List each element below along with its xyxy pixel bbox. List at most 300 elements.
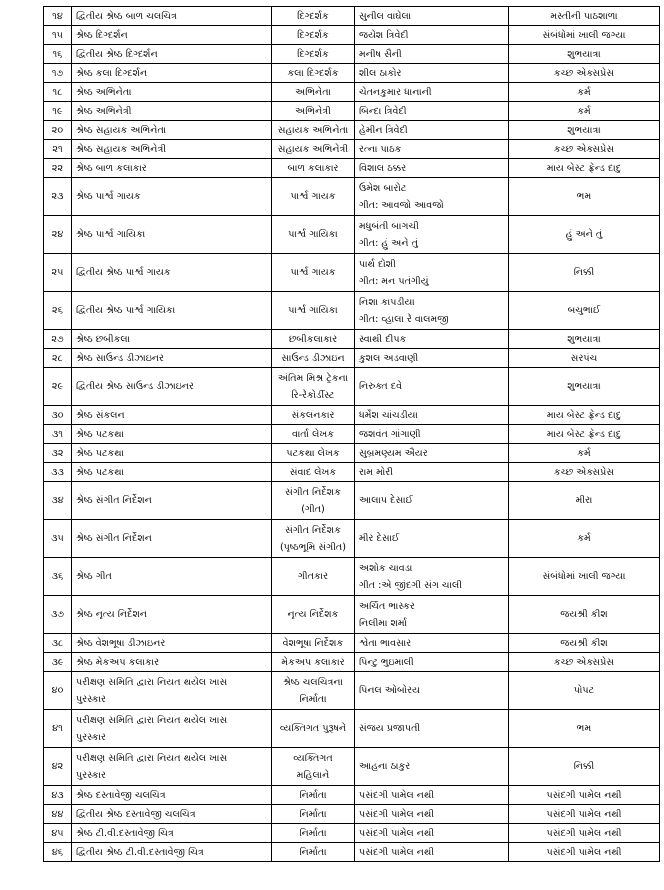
winner-name-line: અર્ચિત ભાસ્કર: [359, 600, 415, 612]
film-title: કર્મ: [577, 105, 591, 117]
film-title: શુભયાત્રા: [567, 124, 601, 136]
winner-name-cell: [355, 710, 509, 748]
film-title: ભમ: [576, 191, 592, 202]
row-number-cell: ૩૯: [44, 653, 72, 672]
award-category: શ્રેષ્ઠ દિગ્દર્શન: [76, 29, 128, 41]
award-role-line: નિર્માતા: [299, 693, 327, 705]
film-title: પસંદગી પામેલ નથી: [546, 789, 622, 801]
award-role-line: રિ-રેકોર્ડીસ્ટ: [291, 389, 335, 401]
film-title: જયશ્રી કીશ: [560, 637, 608, 649]
award-role-cell: [272, 824, 355, 843]
film-title-cell: [509, 330, 660, 349]
winner-name-cell: [355, 121, 509, 140]
award-role-cell: [272, 7, 355, 26]
table-row: [44, 520, 660, 558]
award-role-cell: [272, 292, 355, 330]
winner-name-line: ગીત: આવજો આવજો: [359, 199, 444, 211]
award-role-cell: [272, 121, 355, 140]
award-role-line: સંગીત નિર્દેશક: [285, 486, 341, 498]
award-role: પાર્શ્વ ગાયક: [290, 267, 336, 278]
film-title-cell: [509, 7, 660, 26]
row-number-cell: ૩૩: [44, 463, 72, 482]
award-role-cell: [272, 45, 355, 64]
film-title: માય બેસ્ટ ફ્રેન્ડ દાદુ: [546, 162, 622, 174]
row-number-cell: ૩૬: [44, 558, 72, 596]
film-title-cell: [509, 26, 660, 45]
film-title-cell: [509, 596, 660, 634]
winner-name: સુબ્રમણ્યમ ઐયર: [359, 447, 428, 459]
award-category-line: પુરસ્કાર: [76, 731, 107, 743]
film-title: કચ્છ એક્સપ્રેસ: [553, 656, 615, 668]
award-role-cell: [272, 64, 355, 83]
film-title-cell: [509, 463, 660, 482]
award-role-cell: [272, 596, 355, 634]
winner-name-cell: [355, 102, 509, 121]
award-category: શ્રેષ્ઠ સાઉન્ડ ડીઝાઇનર: [76, 352, 165, 364]
winner-name-cell: [355, 7, 509, 26]
table-row: [44, 216, 660, 254]
film-title: મીરા: [575, 495, 593, 506]
table-row: [44, 824, 660, 843]
award-category: શ્રેષ્ઠ સંગીત નિર્દેશન: [76, 533, 152, 544]
awards-table-body: [44, 7, 660, 862]
award-role: સંવાદ લેખક: [289, 466, 337, 478]
winner-name: સુનીલ વાઘેલા: [359, 10, 412, 22]
award-category-cell: [72, 64, 272, 83]
award-role-line: (ગીત): [301, 503, 325, 515]
winner-name-line: ગીત :એ જીંદગી સંગ ચાલી: [359, 579, 462, 591]
award-category-cell: [72, 672, 272, 710]
award-role-line: વ્યક્તિગત: [293, 752, 333, 764]
row-number-cell: ૨૯: [44, 368, 72, 406]
winner-name-line: નિશા કાપડીયા: [359, 296, 415, 308]
award-category: શ્રેષ્ઠ સહાયક અભિનેતા: [76, 124, 167, 136]
award-role: દિગ્દર્શક: [297, 29, 329, 41]
table-row: [44, 634, 660, 653]
winner-name: પિનલ ઓબોરય: [359, 685, 420, 696]
winner-name: પસંદગી પામેલ નથી: [359, 827, 435, 839]
winner-name: પસંદગી પામેલ નથી: [359, 789, 435, 801]
row-number-cell: ૩૨: [44, 444, 72, 463]
winner-name-cell: [355, 368, 509, 406]
award-role: નિર્માતા: [299, 827, 327, 839]
award-role-cell: [272, 216, 355, 254]
winner-name: વિશાલ ઠક્કર: [359, 162, 407, 174]
winner-name-cell: [355, 748, 509, 786]
table-row: [44, 843, 660, 862]
winner-name: શ્વેતા ભાવસાર: [359, 637, 412, 649]
award-category-cell: [72, 26, 272, 45]
winner-name-line: ગીત: વ્હાલા રે વાલમજી: [359, 313, 449, 325]
award-role-cell: [272, 140, 355, 159]
row-number-cell: ૪૫: [44, 824, 72, 843]
award-role-cell: [272, 710, 355, 748]
award-role-line: સંગીત નિર્દેશક: [285, 524, 341, 536]
award-role-cell: [272, 349, 355, 368]
film-title: કચ્છ એક્સપ્રેસ: [553, 67, 615, 79]
winner-name-line: અશોક ચાવડા: [359, 562, 413, 574]
row-number-cell: ૨૮: [44, 349, 72, 368]
award-category-cell: [72, 463, 272, 482]
award-category-cell: [72, 140, 272, 159]
winner-name: રામ મોરી: [359, 466, 394, 478]
award-role-cell: [272, 672, 355, 710]
award-category: શ્રેષ્ઠ દસ્તાવેજી ચલચિત્ર: [76, 789, 166, 801]
film-title-cell: [509, 254, 660, 292]
table-row: [44, 83, 660, 102]
film-title-cell: [509, 121, 660, 140]
award-role: કલા દિગ્દર્શક: [287, 67, 339, 79]
award-category-cell: [72, 748, 272, 786]
award-category: શ્રેષ્ઠ ટી.વી.દસ્તાવેજી ચિત્ર: [76, 827, 174, 839]
winner-name-line: ગીત: હું અને તું: [359, 237, 418, 249]
award-category: શ્રેષ્ઠ છબીકલા: [76, 333, 130, 345]
winner-name-cell: [355, 805, 509, 824]
row-number-cell: ૪૪: [44, 805, 72, 824]
award-category: શ્રેષ્ઠ સંગીત નિર્દેશન: [76, 495, 152, 506]
award-category-cell: [72, 634, 272, 653]
film-title: સરપંચ: [570, 352, 598, 364]
award-category-line: પુરસ્કાર: [76, 693, 107, 705]
row-number-cell: ૩૦: [44, 406, 72, 425]
award-role-line: અંતિમ મિશ્ર ટ્રેકના: [277, 372, 349, 384]
row-number-cell: ૪૧: [44, 710, 72, 748]
award-category-cell: [72, 178, 272, 216]
table-row: [44, 368, 660, 406]
award-category-line: પરીક્ષણ સમિતિ દ્વારા નિયત થયેલ ખાસ: [76, 714, 228, 726]
winner-name-cell: [355, 159, 509, 178]
award-role-cell: [272, 254, 355, 292]
table-row: [44, 102, 660, 121]
row-number-cell: ૨૨: [44, 159, 72, 178]
film-title-cell: [509, 368, 660, 406]
award-role: વ્યક્તિગત પુરૂષને: [279, 723, 347, 734]
table-row: [44, 7, 660, 26]
row-number-cell: ૨૦: [44, 121, 72, 140]
winner-name: મનીષ સૈની: [359, 48, 402, 60]
award-role-line: (પૃષ્ઠભૂમિ સંગીત): [279, 541, 347, 553]
row-number-cell: ૩૫: [44, 520, 72, 558]
film-title-cell: [509, 444, 660, 463]
winner-name-cell: [355, 349, 509, 368]
winner-name-cell: [355, 596, 509, 634]
award-category: દ્વિતીય શ્રેષ્ઠ પાર્શ્વ ગાયિકા: [76, 305, 176, 316]
award-role-cell: [272, 406, 355, 425]
award-role: પાર્શ્વ ગાયિકા: [288, 229, 338, 240]
award-category: શ્રેષ્ઠ બાળ કલાકાર: [76, 162, 147, 174]
award-category: શ્રેષ્ઠ ગીત: [76, 571, 112, 582]
table-row: [44, 330, 660, 349]
film-title: કચ્છ એક્સપ્રેસ: [553, 143, 615, 155]
award-role-cell: [272, 26, 355, 45]
film-title-cell: [509, 520, 660, 558]
table-row: [44, 406, 660, 425]
film-title: નિક્કી: [573, 761, 595, 772]
award-category: શ્રેષ્ઠ અભિનેતા: [76, 86, 132, 98]
row-number-cell: ૨૫: [44, 254, 72, 292]
winner-name-cell: [355, 140, 509, 159]
winner-name: સ્વાથી દીપક: [359, 333, 407, 345]
award-role: નૃત્ય નિર્દેશક: [287, 609, 339, 620]
row-number-cell: ૪૩: [44, 786, 72, 805]
winner-name: ચેતનકુમાર ધાનાની: [359, 86, 432, 98]
film-title-cell: [509, 83, 660, 102]
award-category: શ્રેષ્ઠ અભિનેત્રી: [76, 105, 132, 117]
winner-name: શીલ ઠાકોર: [359, 67, 402, 79]
winner-name: આહના ઠાકુર: [359, 761, 411, 772]
table-row: [44, 805, 660, 824]
film-title-cell: [509, 805, 660, 824]
film-title: પસંદગી પામેલ નથી: [546, 808, 622, 820]
row-number-cell: ૨૧: [44, 140, 72, 159]
winner-name: પસંદગી પામેલ નથી: [359, 808, 435, 820]
table-row: [44, 596, 660, 634]
award-category-cell: [72, 102, 272, 121]
award-role: અભિનેતા: [295, 86, 331, 98]
award-role: દિગ્દર્શક: [297, 48, 329, 60]
award-category: દ્વિતીય શ્રેષ્ઠ બાળ ચલચિત્ર: [76, 10, 177, 22]
award-category: શ્રેષ્ઠ વેશભૂષા ડીઝાઇનર: [76, 637, 166, 649]
award-role-cell: [272, 425, 355, 444]
award-role-cell: [272, 843, 355, 862]
winner-name-line: ઉમેશ બારોટ: [359, 182, 407, 194]
award-role-cell: [272, 520, 355, 558]
winner-name: નિરુક્ત દવે: [359, 381, 403, 392]
winner-name-cell: [355, 824, 509, 843]
film-title: ભમ: [576, 723, 592, 734]
winner-name-line: પાર્થ દોશી: [359, 258, 396, 270]
winner-name: પસંદગી પામેલ નથી: [359, 846, 435, 858]
row-number-cell: ૨૬: [44, 292, 72, 330]
award-category: દ્વિતીય શ્રેષ્ઠ દસ્તાવેજી ચલચિત્ર: [76, 808, 196, 820]
winner-name-cell: [355, 672, 509, 710]
award-role: પટકથા લેખક: [286, 447, 340, 459]
award-category-line: પરીક્ષણ સમિતિ દ્વારા નિયત થયેલ ખાસ: [76, 676, 228, 688]
winner-name: મીર દેસાઈ: [359, 533, 400, 544]
table-row: [44, 786, 660, 805]
award-role: મેકઅપ કલાકાર: [281, 656, 345, 668]
winner-name-cell: [355, 634, 509, 653]
award-category: શ્રેષ્ઠ નૃત્ય નિર્દેશન: [76, 609, 148, 620]
table-row: [44, 64, 660, 83]
table-row: [44, 482, 660, 520]
award-role-cell: [272, 83, 355, 102]
award-category: દ્વિતીય શ્રેષ્ઠ પાર્શ્વ ગાયક: [76, 267, 171, 278]
film-title-cell: [509, 558, 660, 596]
winner-name: પિન્ટુ ભુઇમાલી: [359, 656, 414, 668]
film-title-cell: [509, 216, 660, 254]
film-title-cell: [509, 292, 660, 330]
winner-name-cell: [355, 64, 509, 83]
table-row: [44, 159, 660, 178]
film-title: હું અને તું: [565, 229, 603, 240]
award-category-cell: [72, 45, 272, 64]
award-category: દ્વિતીય શ્રેષ્ઠ ટી.વી.દસ્તાવેજી ચિત્ર: [76, 846, 204, 858]
film-title: જયશ્રી કીશ: [560, 609, 608, 620]
table-row: [44, 349, 660, 368]
film-title-cell: [509, 634, 660, 653]
film-title-cell: [509, 102, 660, 121]
row-number-cell: ૩૪: [44, 482, 72, 520]
winner-name-cell: [355, 45, 509, 64]
table-row: [44, 254, 660, 292]
award-category-cell: [72, 406, 272, 425]
award-role: છબીકલાકાર: [288, 333, 338, 345]
award-category: શ્રેષ્ઠ પાર્શ્વ ગાયિકા: [76, 229, 146, 240]
winner-name-cell: [355, 83, 509, 102]
award-category-cell: [72, 349, 272, 368]
film-title: કર્મ: [577, 447, 591, 459]
winner-name-cell: [355, 843, 509, 862]
award-category: શ્રેષ્ઠ પટકથા: [76, 428, 125, 440]
award-category-cell: [72, 121, 272, 140]
winner-name-line: નિલીમા શર્મા: [359, 617, 408, 629]
award-role-cell: [272, 634, 355, 653]
table-row: [44, 653, 660, 672]
winner-name: જશવંત ગાંગાણી: [359, 428, 421, 440]
award-category-cell: [72, 786, 272, 805]
row-number-cell: ૨૪: [44, 216, 72, 254]
award-role: બાળ કલાકાર: [287, 162, 339, 174]
film-title: શુભયાત્રા: [567, 381, 601, 392]
award-role: વેશભૂષા નિર્દેશક: [282, 637, 344, 649]
row-number-cell: ૧૯: [44, 102, 72, 121]
award-role: નિર્માતા: [299, 846, 327, 858]
table-row: [44, 45, 660, 64]
winner-name-cell: [355, 26, 509, 45]
film-title: માય બેસ્ટ ફ્રેન્ડ દાદુ: [546, 428, 622, 440]
award-category-cell: [72, 444, 272, 463]
award-role: સહાયક અભિનેત્રી: [277, 143, 349, 155]
table-row: [44, 463, 660, 482]
award-role-cell: [272, 330, 355, 349]
winner-name-cell: [355, 292, 509, 330]
award-role-line: મહિલાને: [296, 769, 330, 781]
winner-name: હેમીન ત્રિવેદી: [359, 124, 408, 136]
award-role-cell: [272, 748, 355, 786]
award-category: શ્રેષ્ઠ કલા દિગ્દર્શન: [76, 67, 148, 79]
film-title: મસ્તીની પાઠશાળા: [550, 10, 618, 22]
award-role-cell: [272, 159, 355, 178]
award-category: શ્રેષ્ઠ પટકથા: [76, 466, 125, 478]
winner-name-cell: [355, 558, 509, 596]
table-row: [44, 672, 660, 710]
award-role: નિર્માતા: [299, 808, 327, 820]
winner-name-cell: [355, 786, 509, 805]
winner-name: સંજય પ્રજાપતી: [359, 723, 421, 734]
winner-name: કુશલ અડવાણી: [359, 352, 419, 364]
award-role: સહાયક અભિનેતા: [277, 124, 349, 136]
award-role: દિગ્દર્શક: [297, 10, 329, 22]
row-number-cell: ૩૮: [44, 634, 72, 653]
award-role: વાર્તા લેખક: [291, 428, 334, 440]
row-number-cell: ૩૭: [44, 596, 72, 634]
film-title-cell: [509, 349, 660, 368]
film-title-cell: [509, 178, 660, 216]
award-category-cell: [72, 482, 272, 520]
film-title-cell: [509, 406, 660, 425]
award-category-cell: [72, 653, 272, 672]
award-category-line: પરીક્ષણ સમિતિ દ્વારા નિયત થયેલ ખાસ: [76, 752, 228, 764]
winner-name-cell: [355, 330, 509, 349]
award-role: નિર્માતા: [299, 789, 327, 801]
award-role: ગીતકાર: [297, 571, 329, 582]
film-title: નિક્કી: [573, 267, 595, 278]
film-title-cell: [509, 672, 660, 710]
table-row: [44, 26, 660, 45]
film-title-cell: [509, 159, 660, 178]
film-title-cell: [509, 786, 660, 805]
row-number-cell: ૧૮: [44, 83, 72, 102]
film-title-cell: [509, 45, 660, 64]
film-title: સંબંધોમાં ખાલી જગ્યા: [542, 571, 626, 582]
table-row: [44, 444, 660, 463]
film-title: પોપટ: [573, 685, 595, 696]
award-role-line: શ્રેષ્ઠ ચલચિત્રના: [283, 676, 343, 688]
award-category: શ્રેષ્ઠ પટકથા: [76, 447, 125, 459]
row-number-cell: ૧૪: [44, 7, 72, 26]
award-category-cell: [72, 7, 272, 26]
film-title: માય બેસ્ટ ફ્રેન્ડ દાદુ: [546, 409, 622, 421]
winner-name-line: ગીત: મન પતંગીયું: [359, 275, 429, 287]
award-role-cell: [272, 786, 355, 805]
award-category-cell: [72, 425, 272, 444]
award-category: શ્રેષ્ઠ મેકઅપ કલાકાર: [76, 656, 160, 668]
film-title: શુભયાત્રા: [567, 48, 601, 60]
award-role: પાર્શ્વ ગાયિકા: [288, 305, 338, 316]
row-number-cell: ૨૭: [44, 330, 72, 349]
award-role-cell: [272, 368, 355, 406]
film-title: શુભયાત્રા: [567, 333, 601, 345]
award-category-cell: [72, 824, 272, 843]
award-role-cell: [272, 178, 355, 216]
film-title-cell: [509, 140, 660, 159]
award-role-cell: [272, 558, 355, 596]
film-title: પસંદગી પામેલ નથી: [546, 846, 622, 858]
table-row: [44, 558, 660, 596]
winner-name: ધર્મેશ ચાંચડીયા: [359, 409, 418, 421]
winner-name-cell: [355, 653, 509, 672]
row-number-cell: ૧૭: [44, 64, 72, 83]
winner-name: આલાપ દેસાઈ: [359, 495, 413, 506]
winner-name-line: મધુબંતી બાગચી: [359, 220, 419, 232]
film-title: કર્મ: [577, 533, 591, 544]
award-category: શ્રેષ્ઠ સંકલન: [76, 409, 125, 421]
winner-name-cell: [355, 425, 509, 444]
award-role-cell: [272, 653, 355, 672]
film-title-cell: [509, 748, 660, 786]
award-role-cell: [272, 482, 355, 520]
row-number-cell: ૪૦: [44, 672, 72, 710]
winner-name-cell: [355, 178, 509, 216]
award-role-cell: [272, 102, 355, 121]
winner-name-cell: [355, 520, 509, 558]
film-title: સંબંધોમાં ખાલી જગ્યા: [542, 29, 626, 41]
film-title-cell: [509, 482, 660, 520]
winner-name-cell: [355, 216, 509, 254]
table-row: [44, 140, 660, 159]
award-category-cell: [72, 83, 272, 102]
row-number-cell: ૩૧: [44, 425, 72, 444]
award-role: અભિનેત્રી: [295, 105, 331, 117]
film-title-cell: [509, 710, 660, 748]
award-category-cell: [72, 159, 272, 178]
table-row: [44, 121, 660, 140]
table-row: [44, 178, 660, 216]
award-category-cell: [72, 292, 272, 330]
row-number-cell: ૧૫: [44, 26, 72, 45]
winner-name: બિન્દા ત્રિવેદી: [359, 105, 407, 117]
